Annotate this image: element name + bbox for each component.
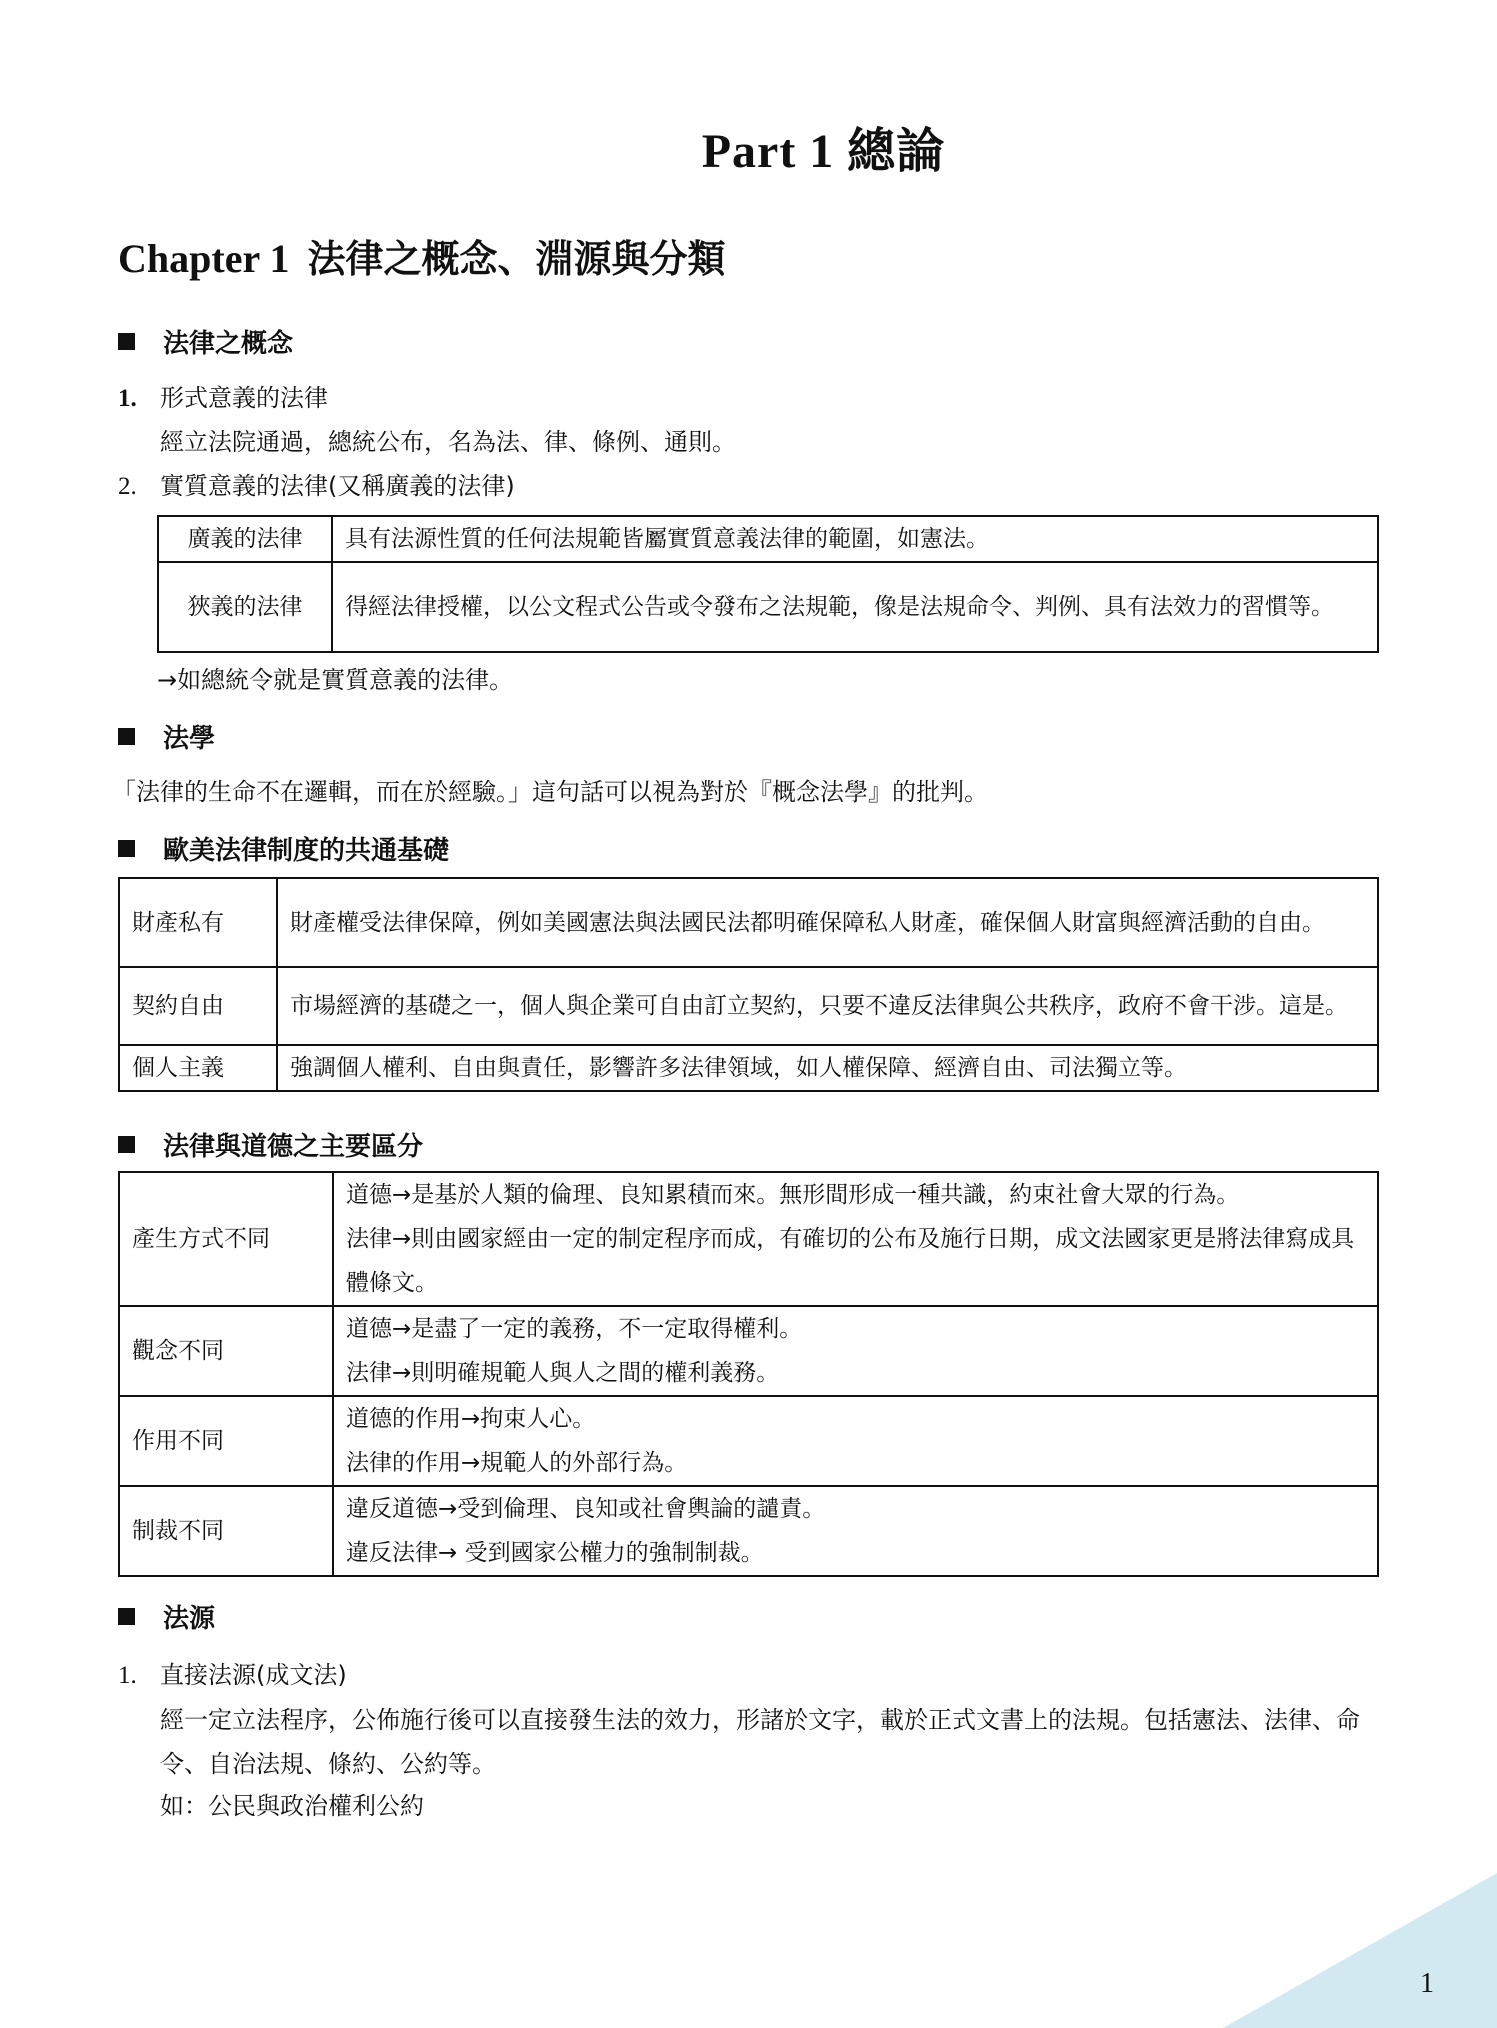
heading-text: 法學 [163, 724, 216, 754]
table-row [119, 1172, 1378, 1306]
table-row [119, 1045, 1378, 1091]
cell-line: 道德→是盡了一定的義務，不一定取得權利。 [346, 1316, 803, 1342]
sources-item-1-example: 如：公民與政治權利公約 [160, 1792, 424, 1820]
section-heading-concept [118, 323, 293, 360]
table-row [119, 967, 1378, 1045]
cell-line: 道德的作用→拘束人心。 [346, 1406, 596, 1432]
row-text [333, 1172, 1378, 1306]
row-label: 財產私有 [119, 878, 277, 967]
table-row [119, 1486, 1378, 1576]
row-label: 契約自由 [119, 967, 277, 1045]
section-heading-jurisprudence [118, 718, 215, 755]
square-bullet-icon [118, 1608, 135, 1625]
row-label: 狹義的法律 [158, 562, 332, 652]
cell-line: 違反法律→ 受到國家公權力的強制制裁。 [346, 1540, 764, 1566]
row-text: 市場經濟的基礎之一，個人與企業可自由訂立契約，只要不違反法律與公共秩序，政府不會干涉。這是。 [277, 967, 1378, 1045]
cell-line: 違反道德→受到倫理、良知或社會輿論的譴責。 [346, 1496, 826, 1522]
square-bullet-icon [118, 1136, 135, 1153]
item-title: 實質意義的法律(又稱廣義的法律) [160, 472, 515, 500]
table-row [119, 1306, 1378, 1396]
row-label: 廣義的法律 [158, 516, 332, 562]
table-row [158, 562, 1378, 652]
square-bullet-icon [118, 333, 135, 350]
cell-line: 法律→則由國家經由一定的制定程序而成，有確切的公布及施行日期，成文法國家更是將法律寫成具體條文。 [346, 1226, 1355, 1296]
jurisprudence-quote: 「法律的生命不在邏輯，而在於經驗。」這句話可以視為對於『概念法學』的批判。 [112, 778, 988, 806]
section-heading-western [118, 830, 449, 867]
page-number: 1 [1420, 1968, 1434, 1999]
table-row [158, 516, 1378, 562]
sources-item-1-desc: 經一定立法程序，公佈施行後可以直接發生法的效力，形諸於文字，載於正式文書上的法規。包括憲法、法律、命令、自治法規、條約、公約等。 [160, 1706, 1360, 1778]
section-heading-law-vs-morality [118, 1126, 423, 1163]
heading-text: 歐美法律制度的共通基礎 [163, 836, 450, 866]
heading-text: 法律與道德之主要區分 [163, 1132, 424, 1162]
list-number: 2. [118, 473, 137, 500]
concept-note: →如總統令就是實質意義的法律。 [157, 666, 514, 694]
chapter-name: 法律之概念、淵源與分類 [307, 237, 726, 281]
row-text: 財產權受法律保障，例如美國憲法與法國民法都明確保障私人財產，確保個人財富與經濟活動的自由。 [277, 878, 1378, 967]
concept-item-2 [118, 466, 515, 501]
row-label: 觀念不同 [119, 1306, 333, 1396]
list-number: 1. [118, 385, 137, 412]
row-label: 制裁不同 [119, 1486, 333, 1576]
row-text [333, 1486, 1378, 1576]
row-text [333, 1306, 1378, 1396]
concept-item-1-desc: 經立法院通過，總統公布，名為法、律、條例、通則。 [160, 428, 736, 456]
corner-accent-triangle [1223, 1873, 1497, 2028]
item-title: 直接法源(成文法) [160, 1661, 347, 1689]
cell-line: 法律的作用→規範人的外部行為。 [346, 1450, 688, 1476]
part-title: Part 1 總論 [701, 125, 946, 178]
chapter-title [118, 228, 726, 283]
cell-line: 法律→則明確規範人與人之間的權利義務。 [346, 1360, 780, 1386]
heading-text: 法律之概念 [163, 329, 294, 359]
sources-item-1 [118, 1655, 347, 1690]
chapter-label: Chapter 1 [118, 236, 290, 281]
heading-text: 法源 [163, 1604, 216, 1634]
row-text [333, 1396, 1378, 1486]
row-label: 個人主義 [119, 1045, 277, 1091]
row-text: 強調個人權利、自由與責任，影響許多法律領域，如人權保障、經濟自由、司法獨立等。 [277, 1045, 1378, 1091]
row-text: 得經法律授權，以公文程式公告或令發布之法規範，像是法規命令、判例、具有法效力的習慣等。 [332, 562, 1378, 652]
row-text: 具有法源性質的任何法規範皆屬實質意義法律的範圍，如憲法。 [332, 516, 1378, 562]
row-label: 作用不同 [119, 1396, 333, 1486]
law-vs-morality-table [118, 1171, 1379, 1577]
section-heading-sources [118, 1598, 215, 1635]
western-law-table [118, 877, 1379, 1092]
concept-item-1 [118, 378, 328, 413]
square-bullet-icon [118, 840, 135, 857]
row-label: 產生方式不同 [119, 1172, 333, 1306]
table-row [119, 878, 1378, 967]
list-number: 1. [118, 1662, 137, 1689]
item-title: 形式意義的法律 [160, 384, 328, 412]
square-bullet-icon [118, 728, 135, 745]
law-meaning-table [157, 515, 1379, 653]
cell-line: 道德→是基於人類的倫理、良知累積而來。無形間形成一種共識，約束社會大眾的行為。 [346, 1182, 1240, 1208]
table-row [119, 1396, 1378, 1486]
